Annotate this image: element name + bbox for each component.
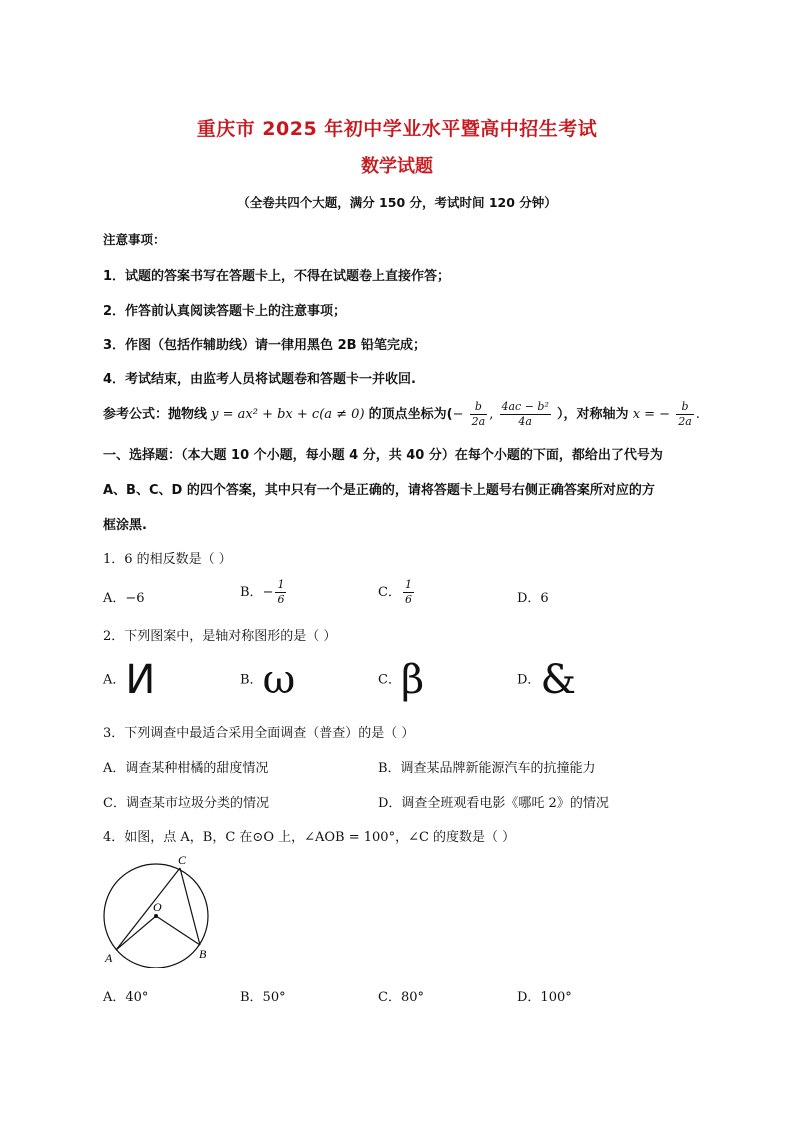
notice-item-3: 3．作图（包括作辅助线）请一律用黑色 2B 铅笔完成； — [103, 338, 427, 353]
q2-option-a: A．И — [103, 657, 156, 703]
q2-option-d: D．& — [517, 657, 577, 703]
q2-stem: 2．下列图案中，是轴对称图形的是（ ） — [103, 629, 337, 644]
formula-equation: y = ax² + bx + c(a ≠ 0) — [211, 407, 365, 422]
section1-line3: 框涂黑. — [103, 518, 147, 533]
formula-prefix: 参考公式：抛物线 — [103, 407, 208, 422]
q3-option-a: A．调查某种柑橘的甜度情况 — [103, 761, 269, 776]
q4-option-a: A．40° — [103, 990, 149, 1005]
q3-stem: 3．下列调查中最适合采用全面调查（普查）的是（ ） — [103, 726, 415, 741]
formula-middle: 的顶点坐标为( — [368, 407, 453, 422]
section1-line2: A、B、C、D 的四个答案，其中只有一个是正确的，请将答题卡上题号右侧正确答案所对应的方 — [103, 483, 655, 498]
axis-fraction: $\frac{b}{2a}$ — [678, 400, 692, 428]
symbol-beta: β — [400, 657, 425, 703]
label-c: C — [178, 853, 187, 867]
q1-option-d: D．6 — [517, 591, 549, 606]
q2-option-c: C．β — [378, 657, 425, 703]
circle-figure — [98, 850, 222, 968]
vertex-x-fraction: $\frac{b}{2a}$ — [471, 400, 486, 428]
q2-option-b: B．ω — [240, 657, 296, 703]
reference-formula: 参考公式：抛物线 y = ax² + bx + c(a ≠ 0) 的顶点坐标为(− $\frac{b}{2a}$ , $\frac{\text{4ac − b²}}{4a}$ ），对称轴为 x = − $\frac{b}{2a}$ . — [103, 400, 700, 428]
q4-option-c: C．80° — [378, 990, 424, 1005]
radius-oa — [116, 916, 156, 950]
vertex-y-fraction: $\frac{\text{4ac − b²}}{4a}$ — [501, 400, 549, 428]
notice-heading: 注意事项： — [103, 232, 166, 247]
label-b: B — [199, 947, 207, 961]
q1-option-c: C． $\frac{1}{6}$ — [378, 578, 412, 606]
chord-ac — [116, 868, 180, 950]
center-point — [154, 914, 158, 918]
notice-item-4: 4．考试结束，由监考人员将试题卷和答题卡一并收回. — [103, 372, 416, 387]
section1-line1: 一、选择题：（本大题 10 个小题，每小题 4 分，共 40 分）在每个小题的下面，都给出了代号为 — [103, 448, 663, 463]
exam-subject: 数学试题 — [361, 156, 433, 177]
formula-axis-text: ），对称轴为 — [557, 407, 629, 422]
q3-option-d: D．调查全班观看电影《哪吒 2》的情况 — [378, 796, 609, 811]
q1-stem: 1．6 的相反数是（ ） — [103, 552, 232, 567]
q3-option-c: C．调查某市垃圾分类的情况 — [103, 796, 269, 811]
axis-equation: x = − — [632, 407, 671, 422]
symbol-omega: ω — [262, 657, 296, 703]
q4-option-d: D．100° — [517, 990, 572, 1005]
symbol-i-reversed: И — [125, 657, 156, 703]
notice-item-2: 2．作答前认真阅读答题卡上的注意事项； — [103, 304, 347, 319]
q4-stem: 4．如图，点 A，B，C 在⊙O 上，∠AOB = 100°，∠C 的度数是（ ） — [103, 830, 516, 845]
symbol-ampersand: & — [540, 657, 577, 703]
exam-title: 重庆市 2025 年初中学业水平暨高中招生考试 — [196, 118, 598, 140]
q1-option-a: A．−6 — [103, 591, 145, 606]
notice-item-1: 1．试题的答案书写在答题卡上，不得在试题卷上直接作答； — [103, 269, 451, 284]
q3-option-b: B．调查某品牌新能源汽车的抗撞能力 — [378, 761, 596, 776]
label-o: O — [153, 900, 162, 914]
label-a: A — [105, 951, 113, 965]
exam-note: （全卷共四个大题，满分 150 分，考试时间 120 分钟） — [237, 195, 557, 210]
q4-option-b: B．50° — [240, 990, 286, 1005]
q1-option-b: B．− $\frac{1}{6}$ — [240, 578, 285, 606]
